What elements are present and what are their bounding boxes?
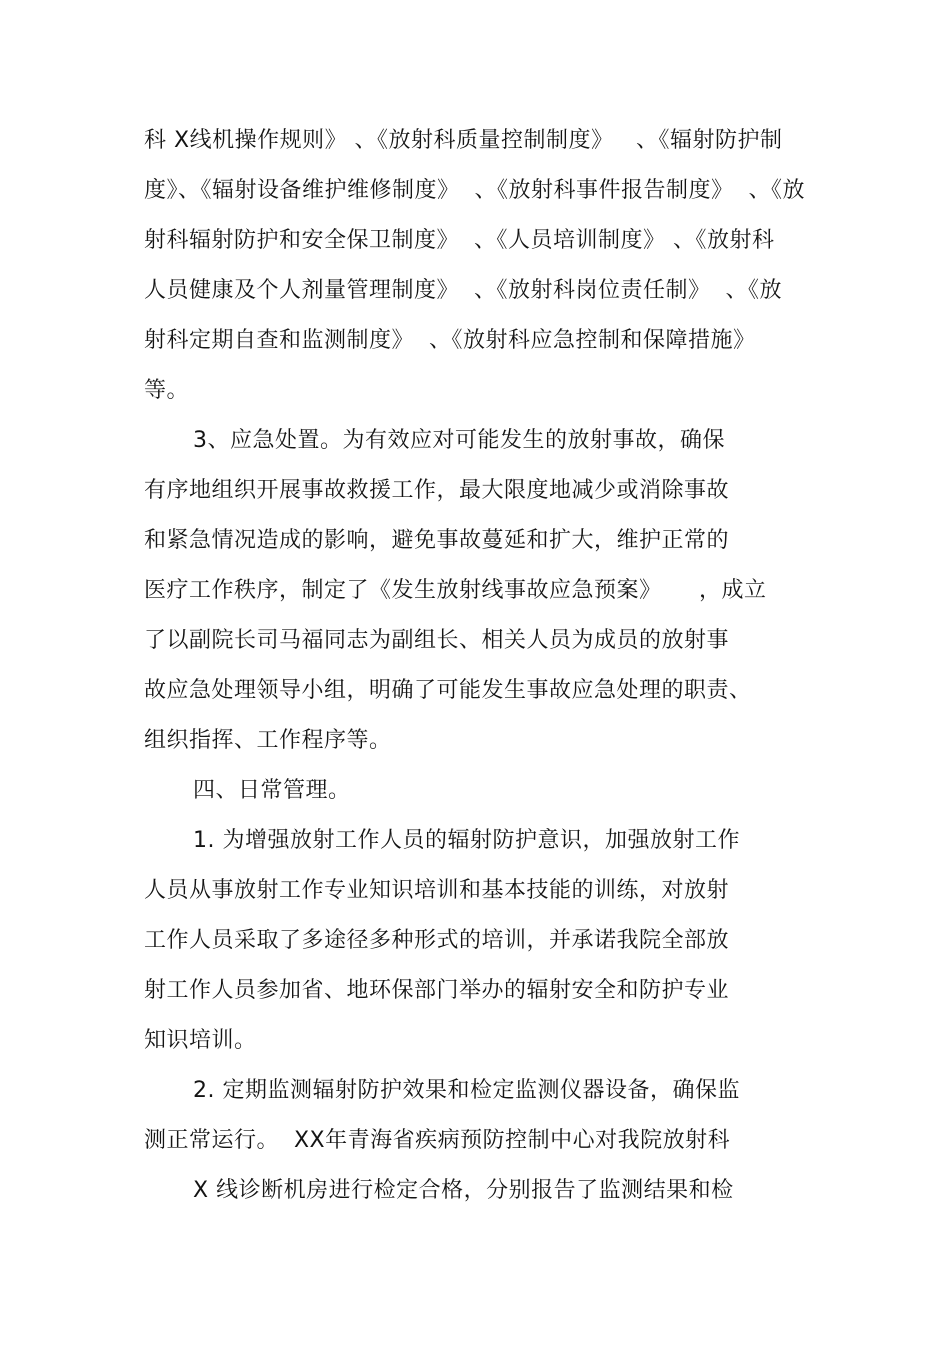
text-line: 等。: [144, 378, 190, 403]
text-line: 组织指挥、工作程序等。: [144, 728, 392, 753]
text-line: 度》、《辐射设备维护维修制度》 、《放射科事件报告制度》 、《放: [144, 178, 805, 203]
text-line: 有序地组织开展事故救援工作，最大限度地减少或消除事故: [144, 478, 730, 503]
text-line: 知识培训。: [144, 1028, 257, 1053]
text-line: X 线诊断机房进行检定合格，分别报告了监测结果和检: [193, 1178, 734, 1203]
text-line: 人员从事放射工作专业知识培训和基本技能的训练，对放射: [144, 878, 730, 903]
text-line: 故应急处理领导小组，明确了可能发生事故应急处理的职责、: [144, 678, 752, 703]
text-line: 测正常运行。 XX年青海省疾病预防控制中心对我院放射科: [144, 1128, 731, 1153]
text-line: 2. 定期监测辐射防护效果和检定监测仪器设备，确保监: [193, 1078, 740, 1103]
text-line: 射工作人员参加省、地环保部门举办的辐射安全和防护专业: [144, 978, 730, 1003]
text-line: 工作人员采取了多途径多种形式的培训，并承诺我院全部放: [144, 928, 730, 953]
text-line: 科 X线机操作规则》 、《放射科质量控制制度》 、《辐射防护制: [144, 128, 783, 153]
text-line: 1. 为增强放射工作人员的辐射防护意识，加强放射工作: [193, 828, 740, 853]
text-line: 射科定期自查和监测制度》 、《放射科应急控制和保障措施》: [144, 328, 756, 353]
text-line: 医疗工作秩序，制定了《发生放射线事故应急预案》 ，成立: [144, 578, 767, 603]
text-line: 和紧急情况造成的影响，避免事故蔓延和扩大，维护正常的: [144, 528, 730, 553]
text-line: 了以副院长司马福同志为副组长、相关人员为成员的放射事: [144, 628, 730, 653]
section-heading: 四、日常管理。: [193, 778, 351, 803]
text-line: 人员健康及个人剂量管理制度》 、《放射科岗位责任制》 、《放: [144, 278, 782, 303]
text-line: 3、应急处置。为有效应对可能发生的放射事故，确保: [193, 428, 725, 453]
text-line: 射科辐射防护和安全保卫制度》 、《人员培训制度》 、《放射科: [144, 228, 775, 253]
